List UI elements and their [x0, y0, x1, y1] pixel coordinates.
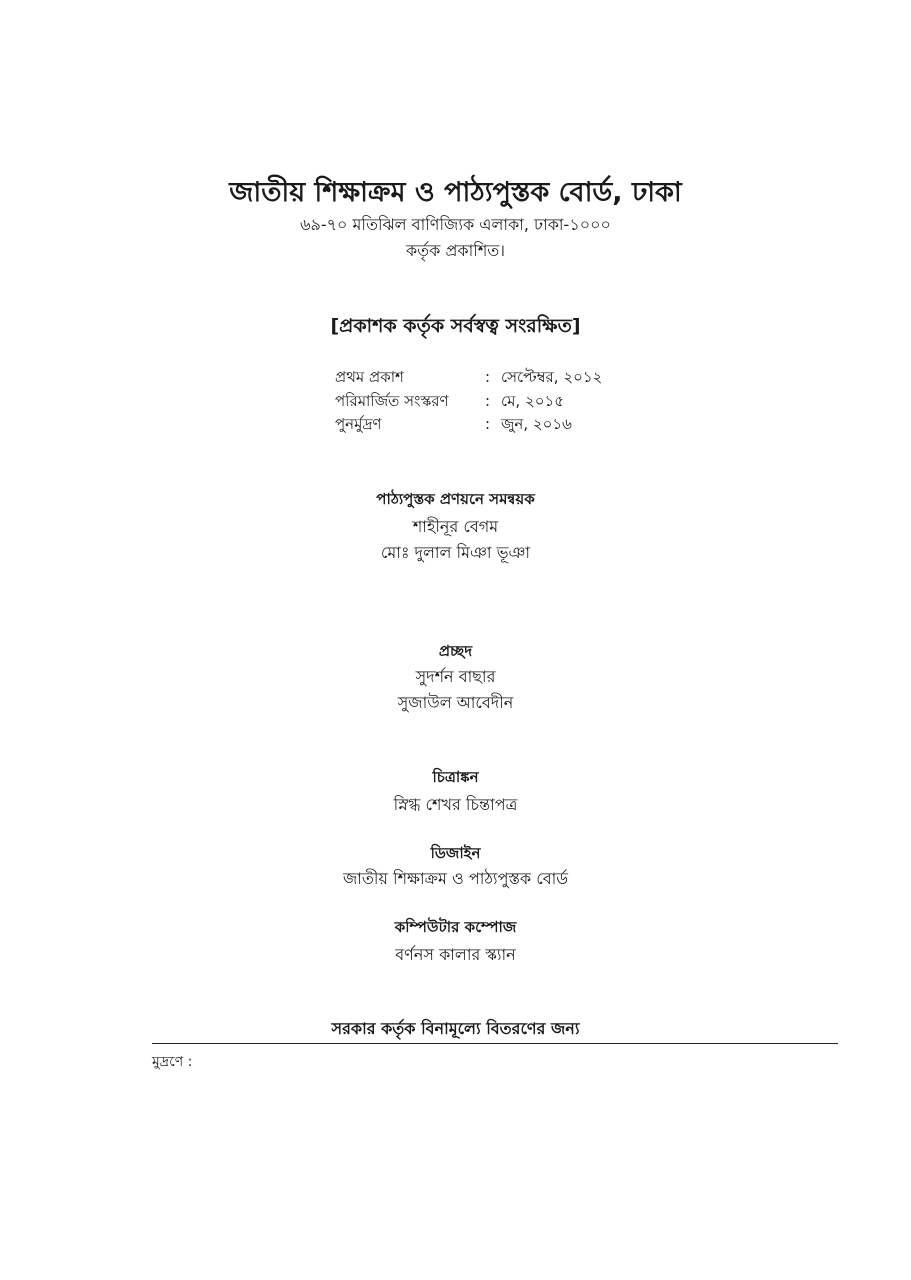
divider-line	[152, 1043, 838, 1044]
edition-value: জুন, ২০১৬	[501, 415, 572, 433]
coordinator-name: শাহীনূর বেগম	[412, 517, 499, 536]
illustrator-name: স্নিগ্ধ শেখর চিন্তাপত্র	[393, 795, 518, 814]
edition-row	[335, 390, 675, 415]
designer-name: জাতীয় শিক্ষাক্রম ও পাঠ্যপুস্তক বোর্ড	[342, 869, 569, 888]
cover-artist-name: সুদর্শন বাছার	[415, 667, 496, 686]
published-by: কর্তৃক প্রকাশিত।	[405, 241, 506, 260]
printer-label: মুদ্রণে :	[152, 1054, 193, 1070]
edition-value: সেপ্টেম্বর, ২০১২	[501, 368, 603, 386]
composer-name: বর্ণনস কালার স্ক্যান	[395, 945, 516, 964]
edition-row	[335, 366, 675, 391]
compose-heading: কম্পিউটার কম্পোজ	[394, 918, 517, 936]
edition-label: পরিমার্জিত সংস্করণ	[335, 392, 449, 410]
cover-artist-name: সুজাউল আবেদীন	[397, 693, 514, 712]
edition-colon: :	[485, 415, 491, 433]
publisher-address: ৬৯-৭০ মতিঝিল বাণিজ্যিক এলাকা, ঢাকা-১০০০	[300, 215, 611, 234]
edition-label: পুনর্মুদ্রণ	[335, 415, 382, 433]
edition-row	[335, 413, 675, 438]
coordinator-name: মোঃ দুলাল মিঞা ভূঞা	[380, 543, 531, 562]
free-distribution-notice: সরকার কর্তৃক বিনামূল্যে বিতরণের জন্য	[331, 1019, 580, 1038]
illustration-heading: চিত্রাঙ্কন	[432, 768, 479, 786]
edition-label: প্রথম প্রকাশ	[335, 368, 404, 386]
rights-notice: [প্রকাশক কর্তৃক সর্বস্বত্ব সংরক্ষিত]	[330, 315, 581, 337]
publisher-name: জাতীয় শিক্ষাক্রম ও পাঠ্যপুস্তক বোর্ড, ঢাকা	[229, 177, 682, 208]
design-heading: ডিজাইন	[430, 844, 481, 862]
edition-colon: :	[485, 392, 491, 410]
cover-heading: প্রচ্ছদ	[438, 642, 473, 660]
edition-value: মে, ২০১৫	[501, 392, 564, 410]
coordinators-heading: পাঠ্যপুস্তক প্রণয়নে সমন্বয়ক	[376, 490, 535, 508]
edition-colon: :	[485, 368, 491, 386]
